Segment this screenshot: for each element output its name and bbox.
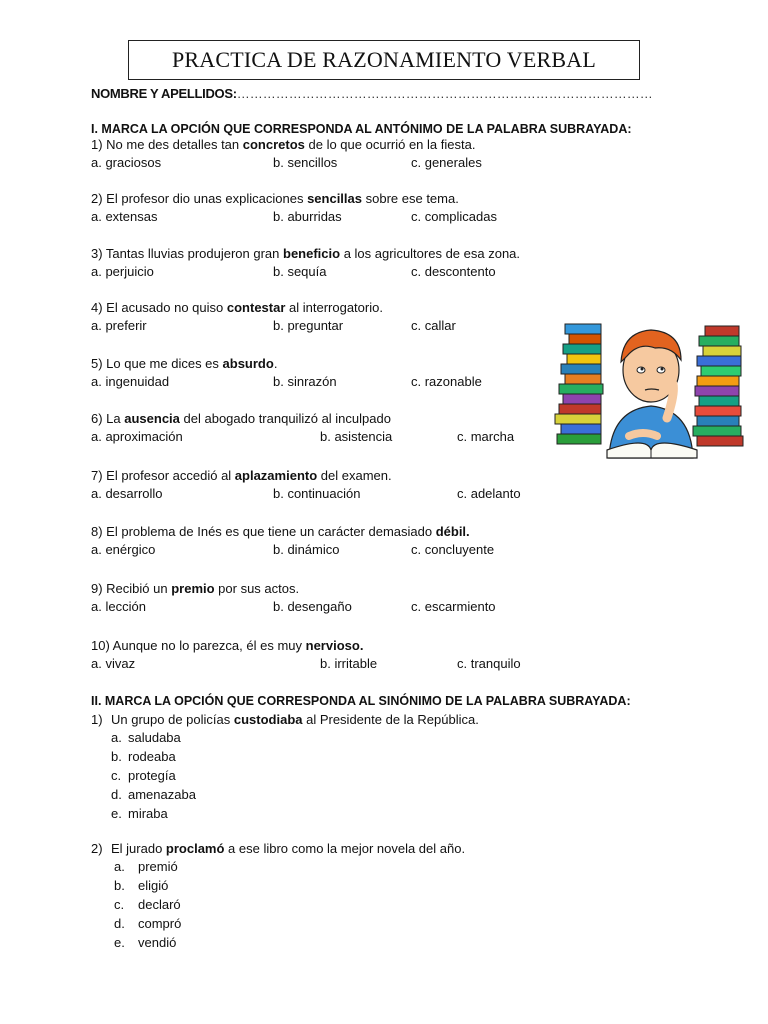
option-a[interactable]: a. enérgico — [91, 542, 156, 557]
option-text[interactable]: premió — [138, 859, 178, 874]
question-9-options — [91, 598, 691, 616]
option-letter: d. — [114, 916, 125, 931]
synonym-question-1-text — [91, 711, 479, 729]
worksheet-title — [128, 40, 640, 80]
option-text[interactable]: protegía — [128, 768, 176, 783]
question-text: a los agricultores de esa zona. — [340, 246, 521, 261]
question-8-options — [91, 541, 691, 559]
name-dots[interactable]: …………………………………………………………………………………… — [236, 86, 653, 101]
highlighted-word: contestar — [226, 300, 286, 315]
option-b[interactable]: b. continuación — [273, 486, 361, 501]
option-a[interactable]: a. vivaz — [91, 656, 136, 671]
question-text: de lo que ocurrió en la fiesta. — [304, 137, 476, 152]
option-text[interactable]: rodeaba — [128, 749, 176, 764]
question-text: al interrogatorio. — [285, 300, 383, 315]
option-c[interactable]: c. escarmiento — [411, 599, 496, 614]
option-c[interactable]: c. callar — [411, 318, 456, 333]
option-b[interactable]: b. sequía — [273, 264, 327, 279]
option-c[interactable]: c. complicadas — [411, 209, 497, 224]
student-figure — [609, 330, 693, 458]
question-text: 4) El acusado no quiso — [91, 300, 227, 315]
question-text: sobre ese tema. — [362, 191, 459, 206]
option-letter: e. — [111, 806, 122, 821]
option-text[interactable]: compró — [138, 916, 182, 931]
option-a[interactable]: a. desarrollo — [91, 486, 163, 501]
question-2-options — [91, 208, 691, 226]
highlighted-word: aplazamiento — [234, 468, 318, 483]
option-letter: b. — [111, 749, 122, 764]
left-book-stack — [555, 324, 603, 444]
question-10-options — [91, 655, 691, 673]
student-books-illustration — [547, 318, 751, 460]
option-letter: e. — [114, 935, 125, 950]
question-text: al Presidente de la República. — [302, 712, 479, 727]
option-b[interactable]: b. preguntar — [273, 318, 344, 333]
option-b[interactable]: b. asistencia — [320, 429, 393, 444]
question-1-text — [91, 136, 475, 154]
question-text: del examen. — [317, 468, 392, 483]
question-text: 3) Tantas lluvias produjeron gran — [91, 246, 283, 261]
option-a[interactable]: a. extensas — [91, 209, 158, 224]
highlighted-word: nervioso. — [305, 638, 364, 653]
option-letter: a. — [114, 859, 125, 874]
option-text[interactable]: eligió — [138, 878, 169, 893]
question-text: 1) No me des detalles tan — [91, 137, 243, 152]
option-c[interactable]: c. adelanto — [457, 486, 521, 501]
question-text: 7) El profesor accedió al — [91, 468, 235, 483]
option-b[interactable]: b. irritable — [320, 656, 378, 671]
question-7-text — [91, 467, 392, 485]
highlighted-word: sencillas — [307, 191, 362, 206]
option-letter: c. — [111, 768, 122, 783]
question-2-text — [91, 190, 459, 208]
question-text: 2) El profesor dio unas explicaciones — [91, 191, 308, 206]
highlighted-word: absurdo — [222, 356, 274, 371]
option-letter: a. — [111, 730, 122, 745]
question-8-text — [91, 523, 470, 541]
option-text[interactable]: declaró — [138, 897, 181, 912]
highlighted-word: débil. — [435, 524, 470, 539]
question-text: 8) El problema de Inés es que tiene un carácter demasiado — [91, 524, 436, 539]
option-text[interactable]: saludaba — [128, 730, 181, 745]
section2-heading: II. MARCA LA OPCIÓN QUE CORRESPONDA AL SINÓNIMO DE LA PALABRA SUBRAYADA: — [91, 694, 631, 708]
question-text: . — [273, 356, 278, 371]
highlighted-word: custodiaba — [233, 712, 303, 727]
option-a[interactable]: a. graciosos — [91, 155, 162, 170]
highlighted-word: concretos — [242, 137, 305, 152]
option-text[interactable]: miraba — [128, 806, 168, 821]
question-6-text — [91, 410, 391, 428]
question-text: El jurado — [111, 841, 166, 856]
question-number: 1) — [91, 712, 103, 727]
question-text: 10) Aunque no lo parezca, él es muy — [91, 638, 306, 653]
option-a[interactable]: a. preferir — [91, 318, 147, 333]
question-text: a ese libro como la mejor novela del año. — [224, 841, 466, 856]
question-9-text — [91, 580, 299, 598]
question-text: del abogado tranquilizó al inculpado — [179, 411, 391, 426]
question-7-options — [91, 485, 691, 503]
option-b[interactable]: b. desengaño — [273, 599, 352, 614]
question-3-text — [91, 245, 520, 263]
option-c[interactable]: c. concluyente — [411, 542, 495, 557]
option-letter: c. — [114, 897, 125, 912]
highlighted-word: premio — [171, 581, 215, 596]
question-1-options — [91, 154, 691, 172]
option-b[interactable]: b. aburridas — [273, 209, 342, 224]
option-c[interactable]: c. marcha — [457, 429, 515, 444]
option-text[interactable]: vendió — [138, 935, 177, 950]
right-book-stack — [693, 326, 743, 446]
option-b[interactable]: b. dinámico — [273, 542, 340, 557]
option-b[interactable]: b. sinrazón — [273, 374, 337, 389]
highlighted-word: ausencia — [124, 411, 180, 426]
option-c[interactable]: c. generales — [411, 155, 482, 170]
question-text: 5) Lo que me dices es — [91, 356, 223, 371]
question-5-text — [91, 355, 277, 373]
name-field[interactable] — [91, 86, 653, 101]
question-text: por sus actos. — [214, 581, 300, 596]
option-text[interactable]: amenazaba — [128, 787, 196, 802]
question-text: Un grupo de policías — [111, 712, 234, 727]
question-text: 6) La — [91, 411, 125, 426]
question-3-options — [91, 263, 691, 281]
section1-heading: I. MARCA LA OPCIÓN QUE CORRESPONDA AL ANTÓNIMO DE LA PALABRA SUBRAYADA: — [91, 122, 632, 136]
question-number: 2) — [91, 841, 103, 856]
highlighted-word: proclamó — [165, 841, 225, 856]
option-a[interactable]: a. lección — [91, 599, 146, 614]
synonym-question-2-text — [91, 840, 465, 858]
option-c[interactable]: c. razonable — [411, 374, 482, 389]
option-letter: b. — [114, 878, 125, 893]
option-letter: d. — [111, 787, 122, 802]
option-a[interactable]: a. ingenuidad — [91, 374, 170, 389]
name-label: NOMBRE Y APELLIDOS: — [91, 86, 237, 101]
option-c[interactable]: c. tranquilo — [457, 656, 521, 671]
highlighted-word: beneficio — [283, 246, 341, 261]
question-10-text — [91, 637, 363, 655]
option-c[interactable]: c. descontento — [411, 264, 496, 279]
question-4-text — [91, 299, 383, 317]
option-a[interactable]: a. perjuicio — [91, 264, 154, 279]
option-a[interactable]: a. aproximación — [91, 429, 183, 444]
title-text: PRACTICA DE RAZONAMIENTO VERBAL — [171, 47, 597, 72]
question-text: 9) Recibió un — [91, 581, 172, 596]
option-b[interactable]: b. sencillos — [273, 155, 338, 170]
